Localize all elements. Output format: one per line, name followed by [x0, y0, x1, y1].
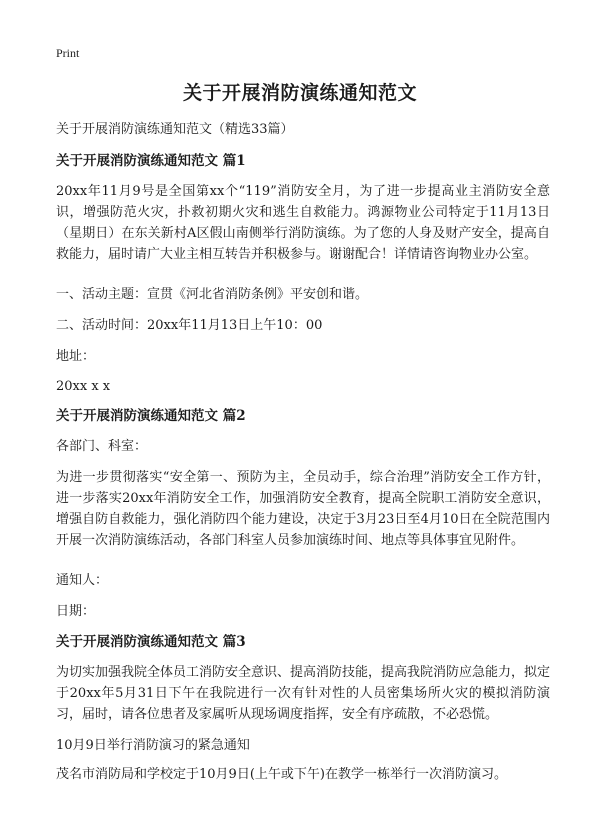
section-1-paragraph-5: 20xx x x	[56, 379, 111, 394]
print-link[interactable]: Print	[56, 46, 80, 60]
section-1-paragraph-4: 地址：	[56, 349, 96, 364]
section-1-paragraph-3: 二、活动时间：20xx年11月13日上午10：00	[56, 318, 323, 333]
section-3-paragraph-3: 茂名市消防局和学校定于10月9日(上午或下午)在教学一栋举行一次消防演习。	[56, 767, 507, 782]
section-3-paragraph-2: 10月9日举行消防演习的紧急通知	[56, 738, 250, 753]
section-2-paragraph-4: 日期：	[56, 604, 96, 619]
section-2-paragraph-2: 为进一步贯彻落实“安全第一、预防为主，全员动手，综合治理”消防安全工作方针，进一步落实20xx年消防安全工作，加强消防安全教育，提高全院职工消防安全意识，增强自防自救能力，强化消防四个能力建设，决定于3月23日至4月10日在全院范围内开展一次消防演练活动，各部门科室人员参加演练时间、地点等具体事宜见附件。	[56, 470, 550, 548]
section-2-heading: 关于开展消防演练通知范文 篇2	[56, 408, 246, 424]
section-2-paragraph-3: 通知人：	[56, 573, 109, 588]
section-1-heading: 关于开展消防演练通知范文 篇1	[56, 153, 246, 169]
section-2-paragraph-1: 各部门、科室：	[56, 439, 148, 454]
section-1-paragraph-2: 一、活动主题：宣贯《河北省消防条例》平安创和谐。	[56, 287, 369, 302]
intro-text: 关于开展消防演练通知范文（精选33篇）	[56, 122, 294, 137]
section-1-paragraph-1: 20xx年11月9号是全国第xx个“119”消防安全月，为了进一步提高业主消防安全意识，增强防范火灾，扑救初期火灾和逃生自救能力。鸿源物业公司特定于11月13日（星期日）在东关新村A区假山南侧举行消防演练。为了您的人身及财产安全，提高自救能力，届时请广大业主相互转告并积极参与。谢谢配合！详情请咨询物业办公室。	[56, 184, 550, 262]
page-title: 关于开展消防演练通知范文	[182, 82, 417, 104]
section-3-heading: 关于开展消防演练通知范文 篇3	[56, 634, 246, 650]
section-3-paragraph-1: 为切实加强我院全体员工消防安全意识、提高消防技能，提高我院消防应急能力，拟定于20xx年5月31日下午在我院进行一次有针对性的人员密集场所火灾的模拟消防演习，届时，请各位患者及家属听从现场调度指挥，安全有序疏散，不必恐慌。	[56, 665, 551, 722]
